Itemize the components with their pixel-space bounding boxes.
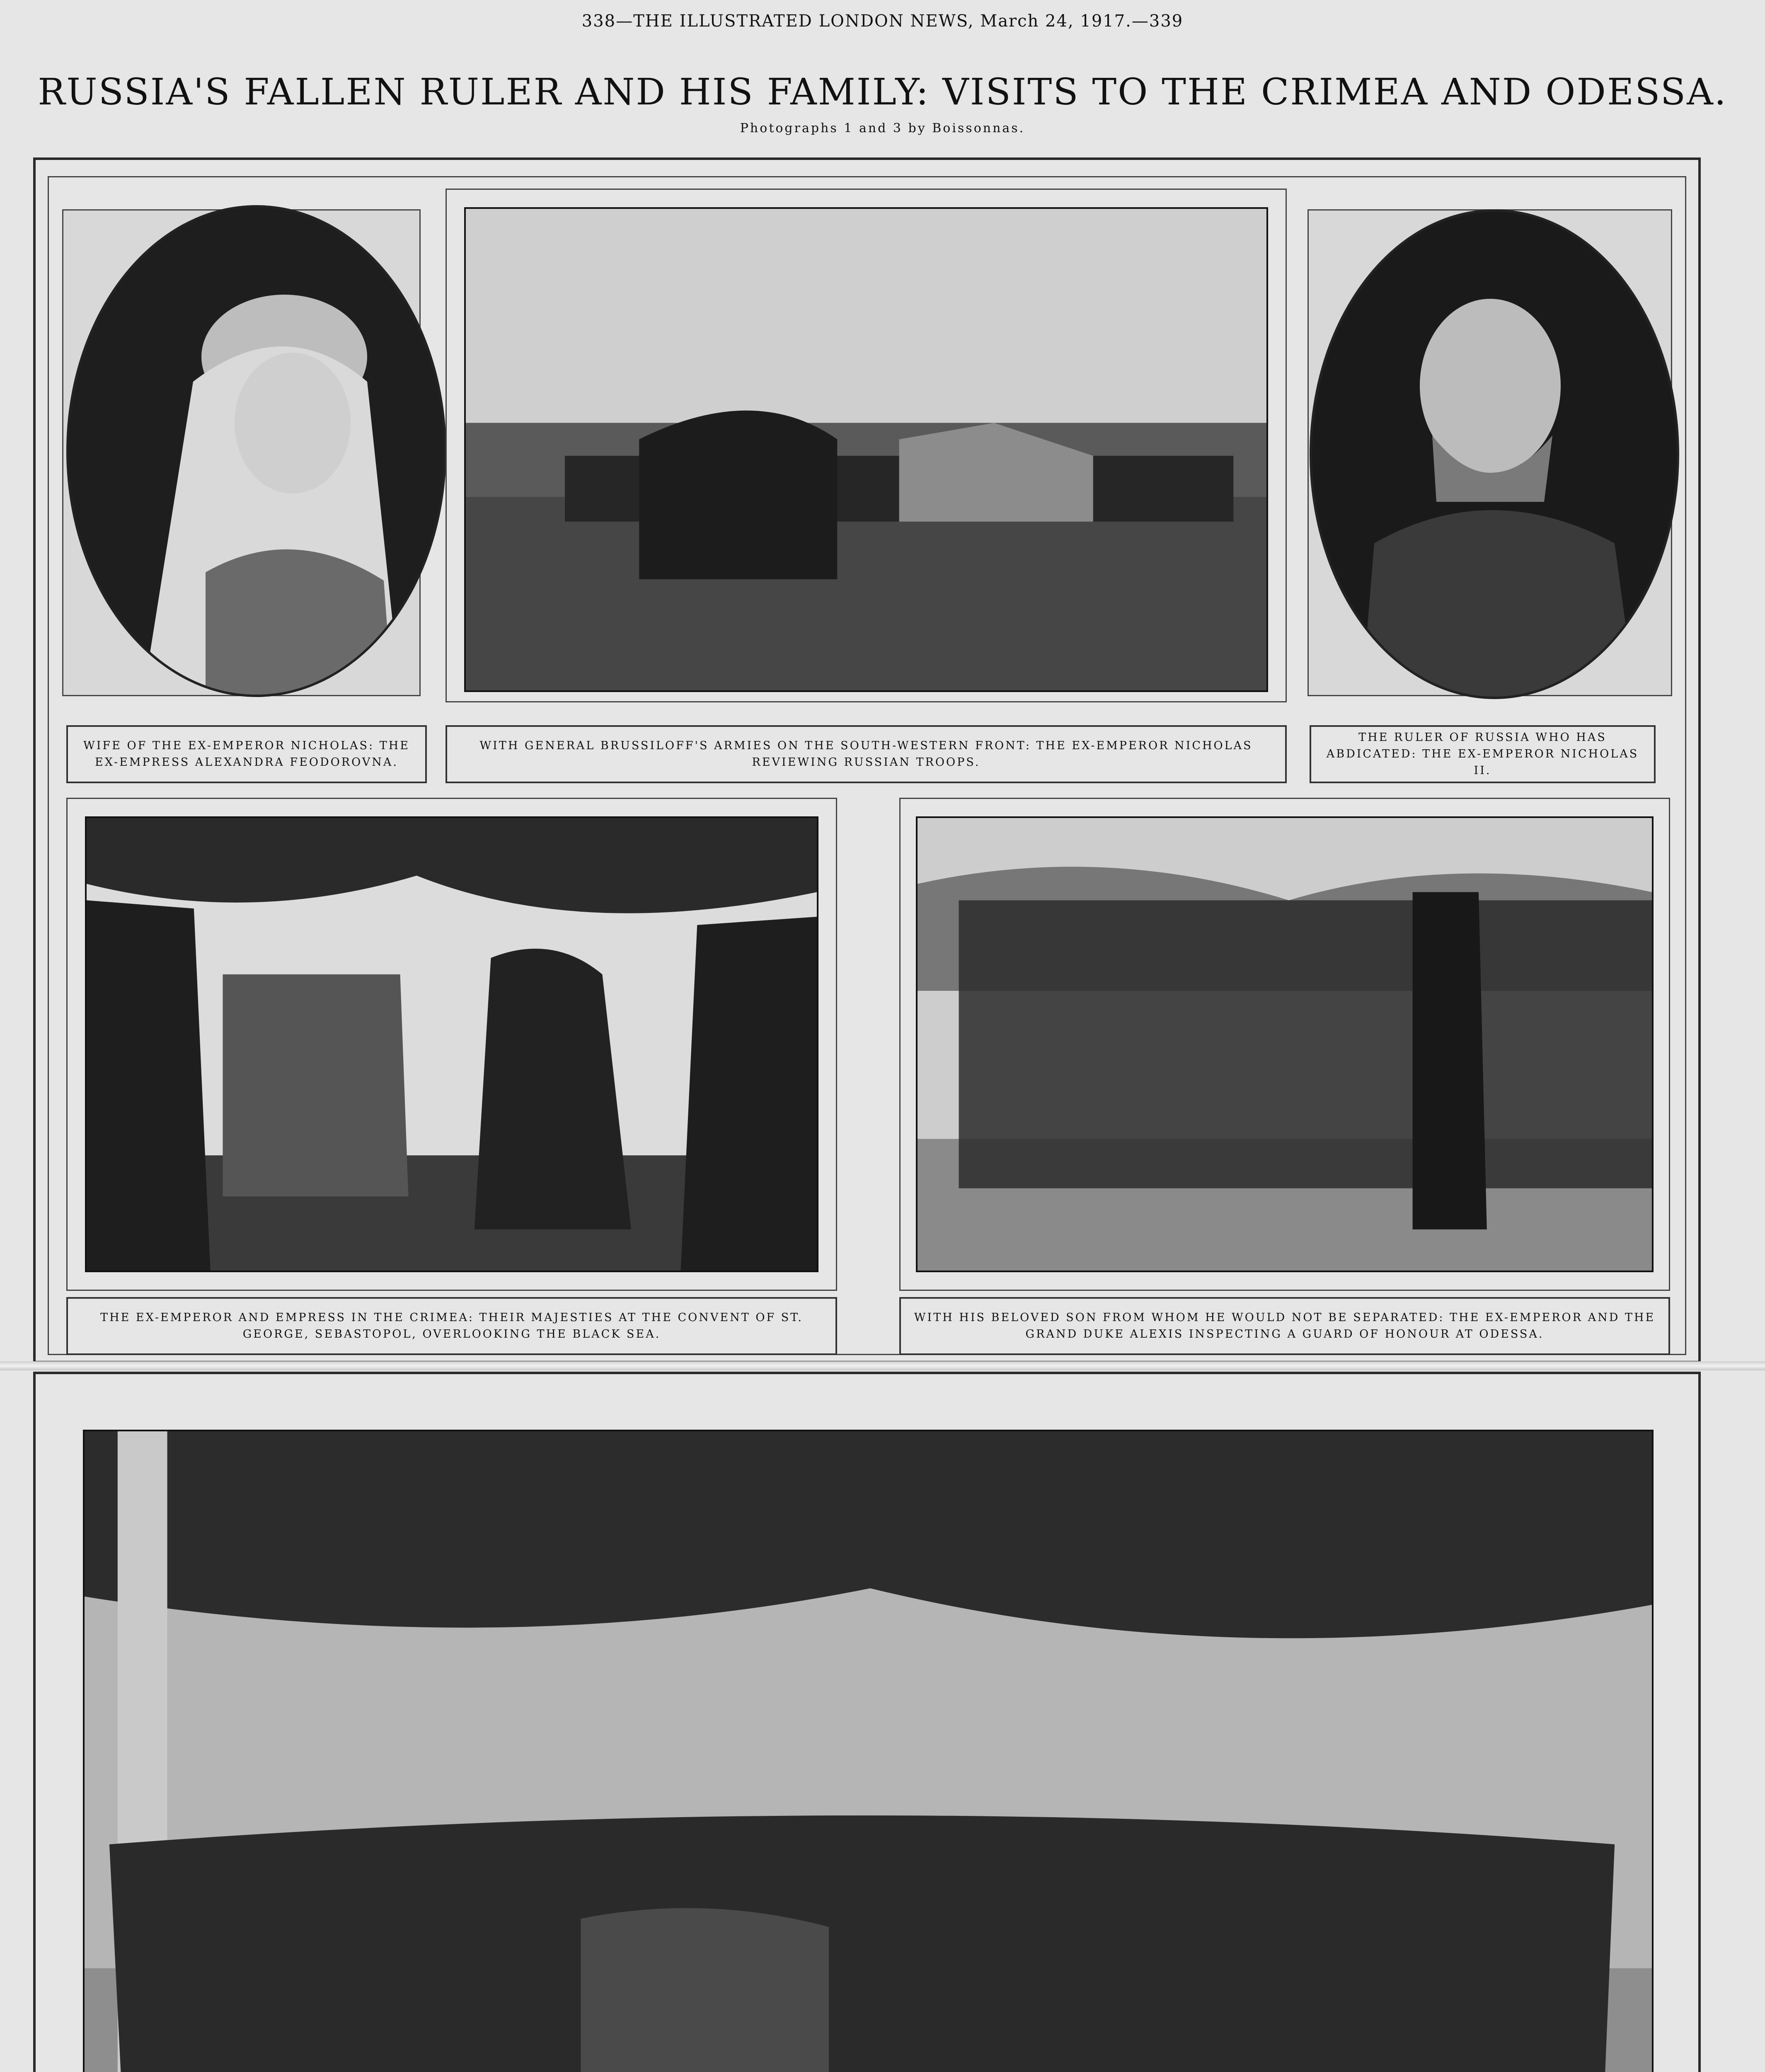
crimea-convent-caption: THE EX-EMPEROR AND EMPRESS IN THE CRIMEA: THEIR MAJESTIES AT THE CONVENT OF ST. GEORGE, SEBASTOPOL, OVERLOOKING THE BLACK SEA. xyxy=(66,1297,837,1355)
empress-portrait-image xyxy=(69,208,444,695)
odessa-guard-photo xyxy=(916,816,1654,1272)
empress-portrait-photo xyxy=(66,205,446,697)
page-fold-crease xyxy=(0,1361,1765,1370)
photo-credit: Photographs 1 and 3 by Boissonnas. xyxy=(740,121,1025,136)
emperor-portrait-photo xyxy=(1310,209,1679,699)
page-title: RUSSIA'S FALLEN RULER AND HIS FAMILY: VISITS TO THE CRIMEA AND ODESSA. xyxy=(38,70,1727,113)
troop-review-image xyxy=(466,209,1266,690)
empress-portrait-caption: WIFE OF THE EX-EMPEROR NICHOLAS: THE EX-EMPRESS ALEXANDRA FEODOROVNA. xyxy=(66,725,427,783)
emperor-portrait-caption: THE RULER OF RUSSIA WHO HAS ABDICATED: THE EX-EMPEROR NICHOLAS II. xyxy=(1310,725,1656,783)
crimea-convent-photo xyxy=(85,816,818,1272)
crimea-convent-image xyxy=(87,818,817,1271)
odessa-guard-image xyxy=(918,818,1652,1271)
troop-review-caption: WITH GENERAL BRUSSILOFF'S ARMIES ON THE SOUTH-WESTERN FRONT: THE EX-EMPEROR NICHOLAS REVIEWING RUSSIAN TROOPS. xyxy=(445,725,1287,783)
imperial-group-photo xyxy=(83,1430,1654,2072)
odessa-guard-caption: WITH HIS BELOVED SON FROM WHOM HE WOULD NOT BE SEPARATED: THE EX-EMPEROR AND THE GRAND DUKE ALEXIS INSPECTING A GUARD OF HONOUR AT ODESSA. xyxy=(899,1297,1670,1355)
running-head: 338—THE ILLUSTRATED LONDON NEWS, March 24, 1917.—339 xyxy=(581,12,1184,31)
imperial-group-image xyxy=(85,1431,1652,2072)
troop-review-photo xyxy=(464,207,1268,692)
emperor-portrait-image xyxy=(1312,212,1677,697)
